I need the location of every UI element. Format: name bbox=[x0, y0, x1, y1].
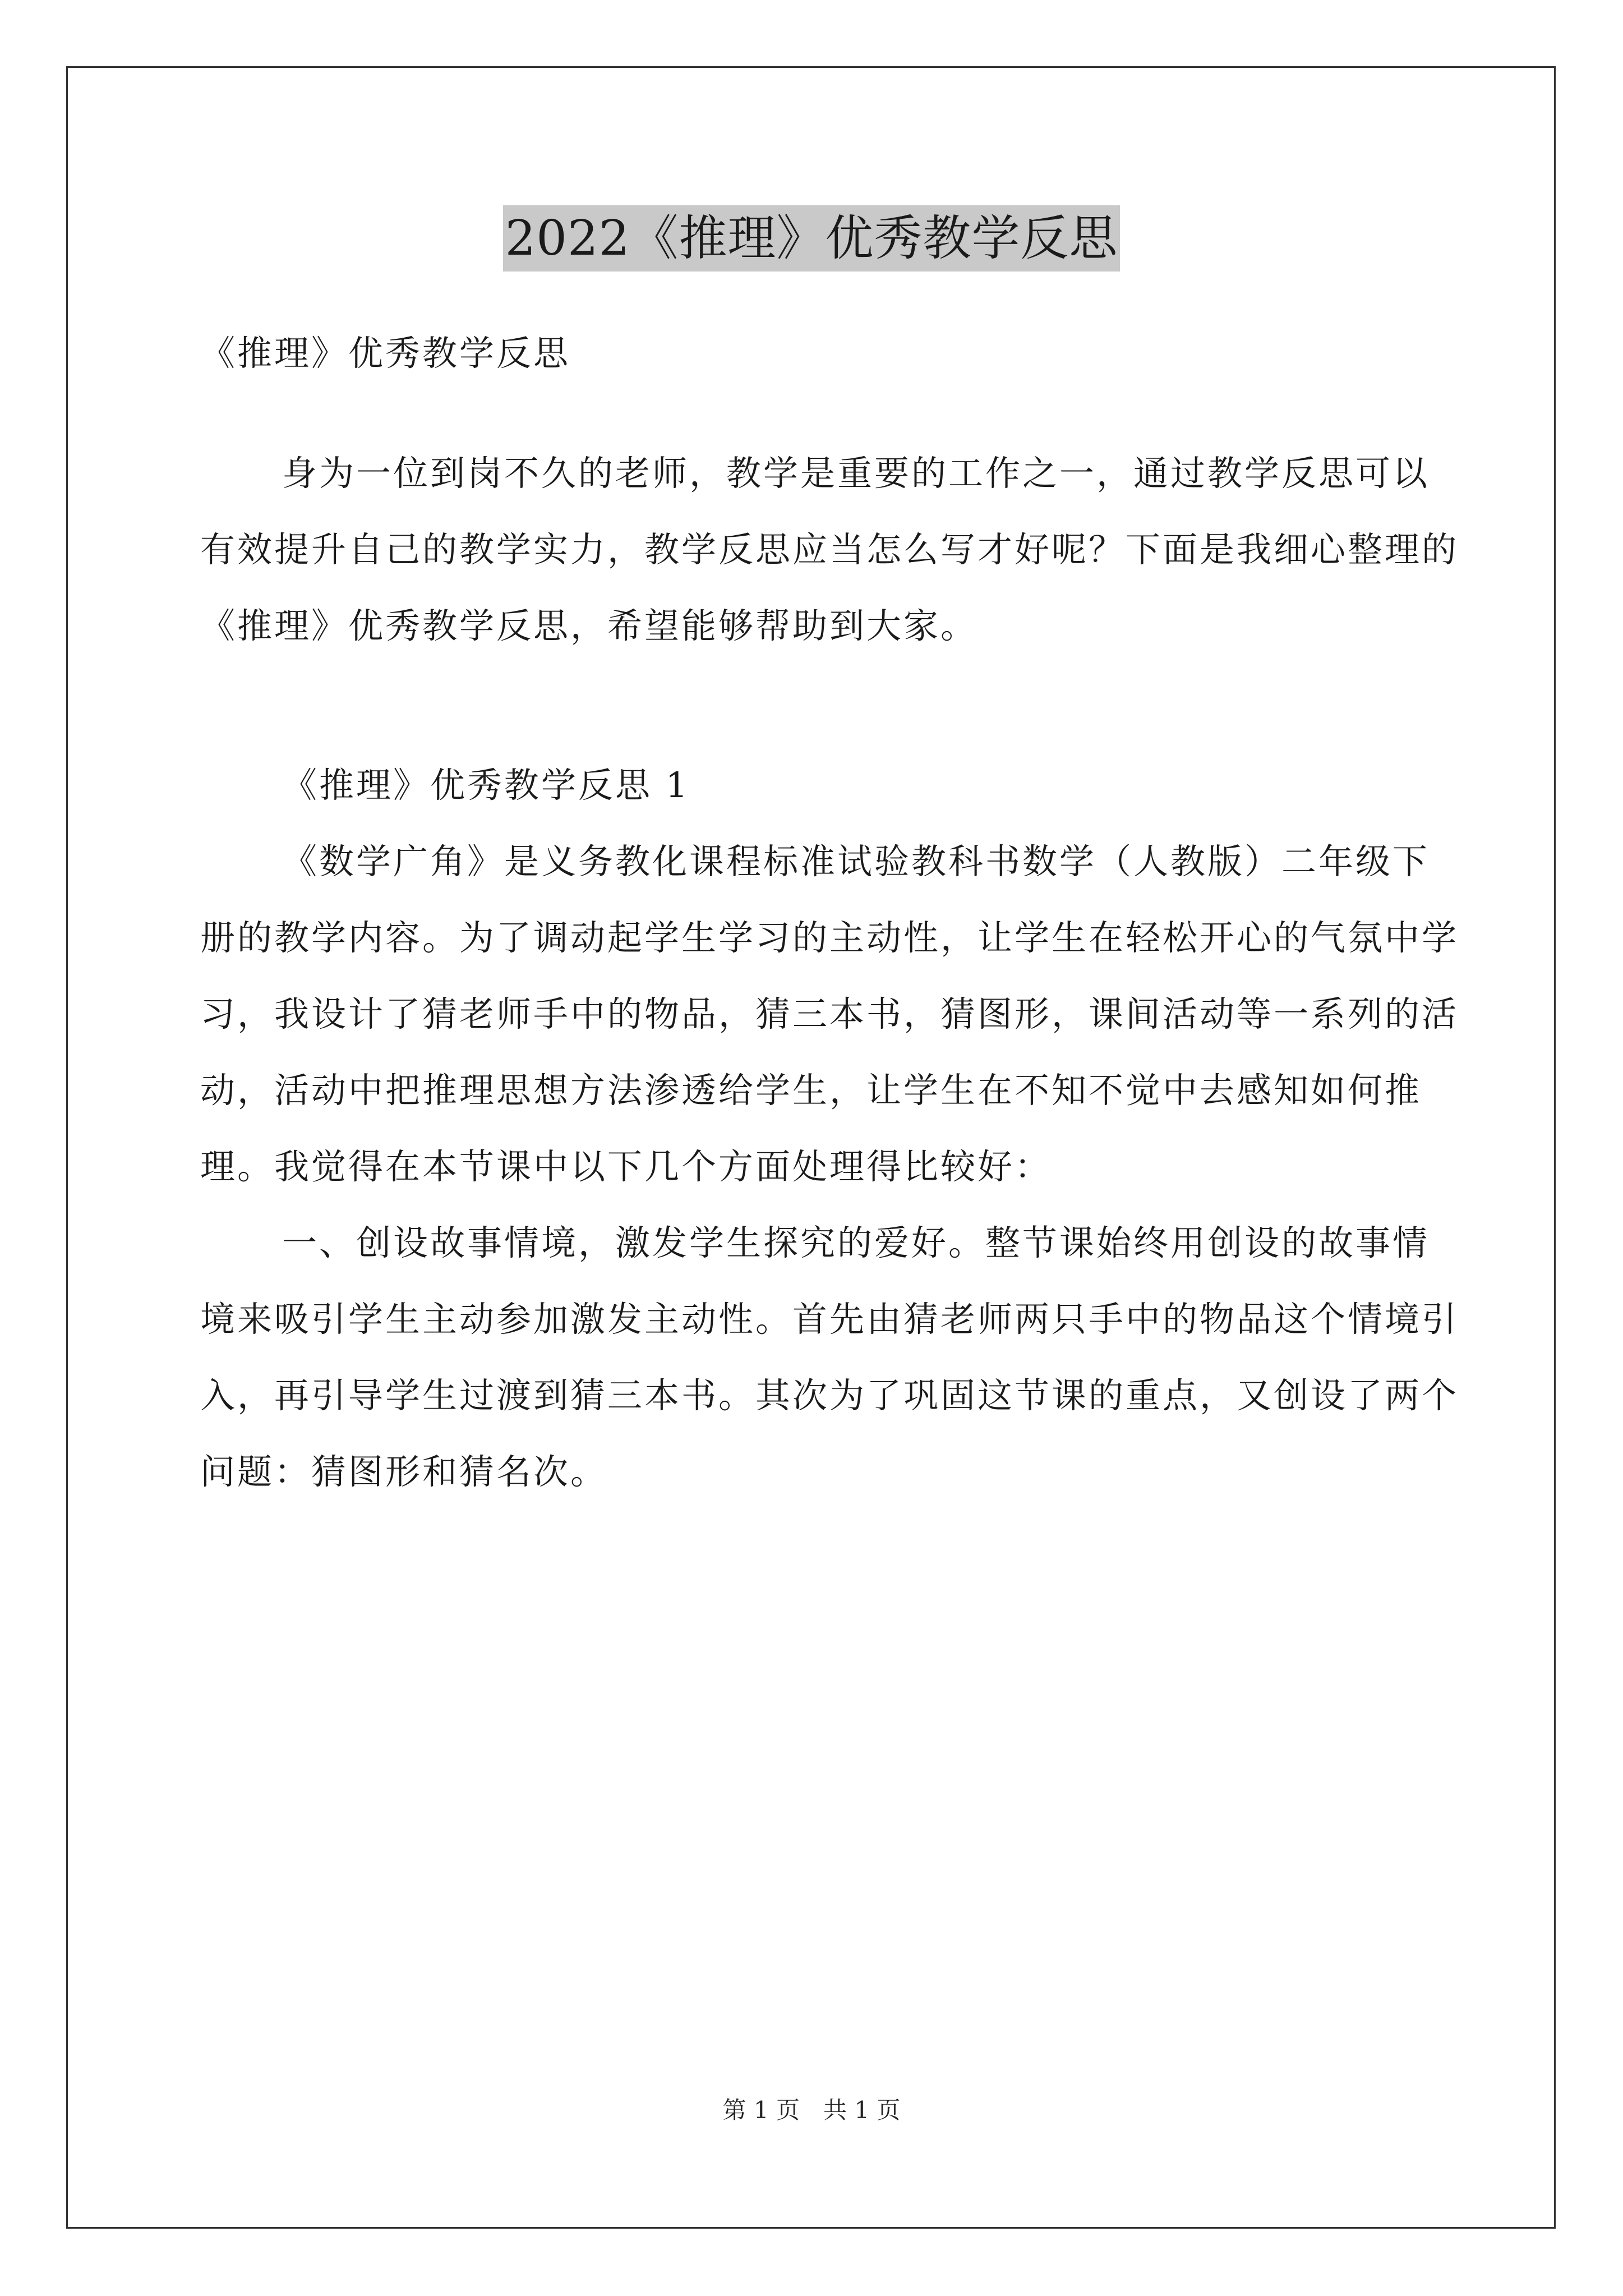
document-subtitle: 《推理》优秀教学反思 bbox=[200, 333, 571, 374]
page-footer: 第 1 页 共 1 页 bbox=[722, 2096, 901, 2124]
body-paragraph-1: 《数学广角》是义务教化课程标准试验教科书数学（人教版）二年级下册的教学内容。为了调动起学生学习的主动性，让学生在轻松开心的气氛中学习，我设计了猜老师手中的物品，猜三本书，猜图形，课间活动等一系列的活动，活动中把推理思想方法渗透给学生，让学生在不知不觉中去感知如何推理。我觉得在本节课中以下几个方面处理得比较好： bbox=[200, 841, 1459, 1187]
title-container bbox=[0, 205, 1623, 272]
section-heading: 《推理》优秀教学反思 1 bbox=[282, 765, 690, 806]
document-title: 2022《推理》优秀教学反思 bbox=[503, 205, 1121, 272]
intro-paragraph: 身为一位到岗不久的老师，教学是重要的工作之一，通过教学反思可以有效提升自己的教学实力，教学反思应当怎么写才好呢？下面是我细心整理的《推理》优秀教学反思，希望能够帮助到大家。 bbox=[200, 453, 1459, 646]
body-paragraph-2: 一、创设故事情境，激发学生探究的爱好。整节课始终用创设的故事情境来吸引学生主动参加激发主动性。首先由猜老师两只手中的物品这个情境引入，再引导学生过渡到猜三本书。其次为了巩固这节课的重点，又创设了两个问题：猜图形和猜名次。 bbox=[200, 1222, 1459, 1492]
document-body bbox=[200, 315, 1462, 1510]
